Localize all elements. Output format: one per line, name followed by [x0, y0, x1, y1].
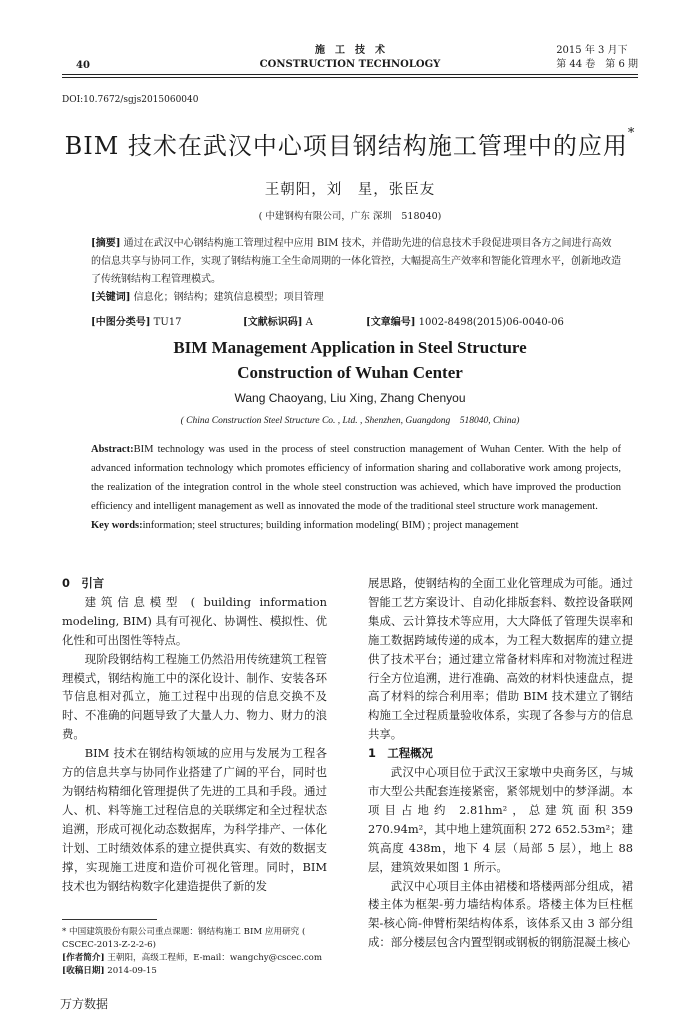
keywords-cn-label: [关键词] — [91, 292, 131, 303]
keywords-en-label: Key words: — [91, 520, 143, 531]
paragraph: 武汉中心项目主体由裙楼和塔楼两部分组成，裙楼主体为框架-剪力墙结构体系。塔楼主体为巨柱框架-核心筒-伸臂桁架结构体系，该体系又由 3 部分组成：部分楼层包含内置型钢或钢板的钢筋混凝土核心 — [368, 878, 633, 950]
abstract-cn — [91, 235, 621, 307]
footnote-rule — [62, 919, 157, 920]
body-column-left — [62, 574, 327, 895]
journal-name-cn: 施 工 技 术 — [315, 45, 385, 56]
clc-value: TU17 — [153, 317, 182, 328]
section-heading-project-overview: 1 工程概况 — [368, 746, 433, 761]
received-date-label: [收稿日期] — [62, 966, 105, 976]
english-title — [0, 335, 700, 385]
abstract-en-text: BIM technology was used in the process of steel construction management of Wuhan Center. With the help of advanced information technology which promotes efficiency of information sharing and collaborative work among projects, the realization of the integration control in the whole steel construction was achieved, which have improved the production efficiency and intelligent management as well as innovated the mode of the traditional steel structure work management. — [91, 444, 621, 512]
doi[interactable]: DOI:10.7672/sgjs2015060040 — [62, 95, 199, 105]
doc-code-label: [文献标识码] — [243, 317, 303, 328]
volume-issue: 第 44 卷 第 6 期 — [556, 59, 638, 70]
fund-note: * 中国建筑股份有限公司重点课题：钢结构施工 BIM 应用研究 ( CSCEC-2013-Z-2-2-6) — [62, 927, 306, 950]
keywords-en-text: information; steel structures; building information modeling( BIM) ; project management — [142, 520, 519, 531]
english-authors: Wang Chaoyang, Liu Xing, Zhang Chenyou — [234, 391, 466, 405]
authors: 王朝阳，刘 星，张臣友 — [264, 182, 436, 198]
header-rule-thin — [62, 77, 638, 78]
source-watermark: 万方数据 — [60, 997, 109, 1011]
abstract-en — [91, 440, 621, 535]
article-title-text: BIM 技术在武汉中心项目钢结构施工管理中的应用 — [64, 132, 628, 160]
affiliation: ( 中建钢构有限公司，广东 深圳 518040) — [258, 211, 442, 222]
author-bio-label: [作者简介] — [62, 953, 105, 963]
article-no-value: 1002-8498(2015)06-0040-06 — [418, 317, 564, 328]
paragraph: BIM 技术在钢结构领域的应用与发展为工程各方的信息共享与协同作业搭建了广阔的平台，同时也为钢结构精细化管理提供了先进的工具和手段。通过人、机、料等施工过程信息的关联绑定和全过程状态追溯，形成可视化动态数据库，为科学排产、一体化计划、工时绩效体系的建立提供真实、有效的数据支撑，实现施工进度和造价可视化管理。同时，BIM 技术也为钢结构数字化建造提供了新的发 — [62, 746, 327, 893]
paragraph: 现阶段钢结构工程施工仍然沿用传统建筑工程管理模式，钢结构施工中的深化设计、制作、安装各环节信息相对孤立，施工过程中出现的信息交换不及时、不准确的问题导致了大量人力、物力、财力的浪费。 — [62, 651, 327, 742]
english-affiliation: ( China Construction Steel Structure Co. , Ltd. , Shenzhen, Guangdong 518040, China) — [180, 416, 520, 426]
english-title-line1: BIM Management Application in Steel Structure — [173, 338, 527, 357]
author-bio: 王朝阳，高级工程师，E-mail：wangchy@cscec.com — [107, 953, 323, 963]
title-footnote-mark: * — [627, 126, 636, 141]
issue-info — [556, 44, 638, 72]
abstract-cn-text: 通过在武汉中心钢结构施工管理过程中应用 BIM 技术，并借助先进的信息技术手段促进项目各方之间进行高效的信息共享与协同工作，实现了钢结构施工全生命周期的一体化管控，大幅提高生产效率和智能化管理水平，创新地改造了传统钢结构工程管理模式。 — [91, 238, 621, 285]
keywords-cn-text: 信息化；钢结构；建筑信息模型；项目管理 — [133, 292, 324, 303]
abstract-cn-label: [摘要] — [91, 238, 121, 249]
paragraph: 展思路，使钢结构的全面工业化管理成为可能。通过智能工艺方案设计、自动化排版套料、数控设备联网集成、云计算技术等应用，大大降低了管理失误率和施工数据跨域传递的成本，为工程大数据库的建立提供了技术平台；通过建立常备材料库和对物流过程进行全方位追溯，进行准确、高效的材料快速盘点，提高了材料的综合利用率；借助 BIM 技术建立了钢结构施工全过程质量验收体系，实现了各参与方的信息共享。 — [368, 576, 633, 742]
body-column-right — [368, 574, 633, 952]
article-title — [0, 126, 700, 161]
english-title-line2: Construction of Wuhan Center — [237, 363, 463, 382]
paragraph: 武汉中心项目位于武汉王家墩中央商务区，与城市大型公共配套连接紧密，紧邻规划中的梦泽湖。本项目占地约 2.81hm²，总建筑面积359 270.94m²，其中地上建筑面积 272 652.53m²；建筑高度 438m，地下 4 层（局部 5 层），地上 88 层，建筑效果如图 1 所示。 — [368, 765, 633, 874]
footnotes — [62, 926, 337, 978]
abstract-en-label: Abstract: — [91, 444, 134, 455]
journal-name-en: CONSTRUCTION TECHNOLOGY — [259, 59, 441, 70]
header-rule-thick — [62, 74, 638, 75]
clc-label: [中图分类号] — [91, 317, 151, 328]
issue-date: 2015 年 3 月下 — [556, 45, 628, 56]
article-no-label: [文章编号] — [366, 317, 416, 328]
page-number: 40 — [76, 60, 90, 71]
section-heading-introduction: 0 引言 — [62, 576, 105, 590]
paragraph: 建筑信息模型 ( building information modeling, BIM) 具有可视化、协调性、模拟性、优化性和可出图性等特点。 — [62, 594, 327, 647]
received-date: 2014-09-15 — [107, 966, 157, 976]
doc-code-value: A — [305, 317, 313, 328]
